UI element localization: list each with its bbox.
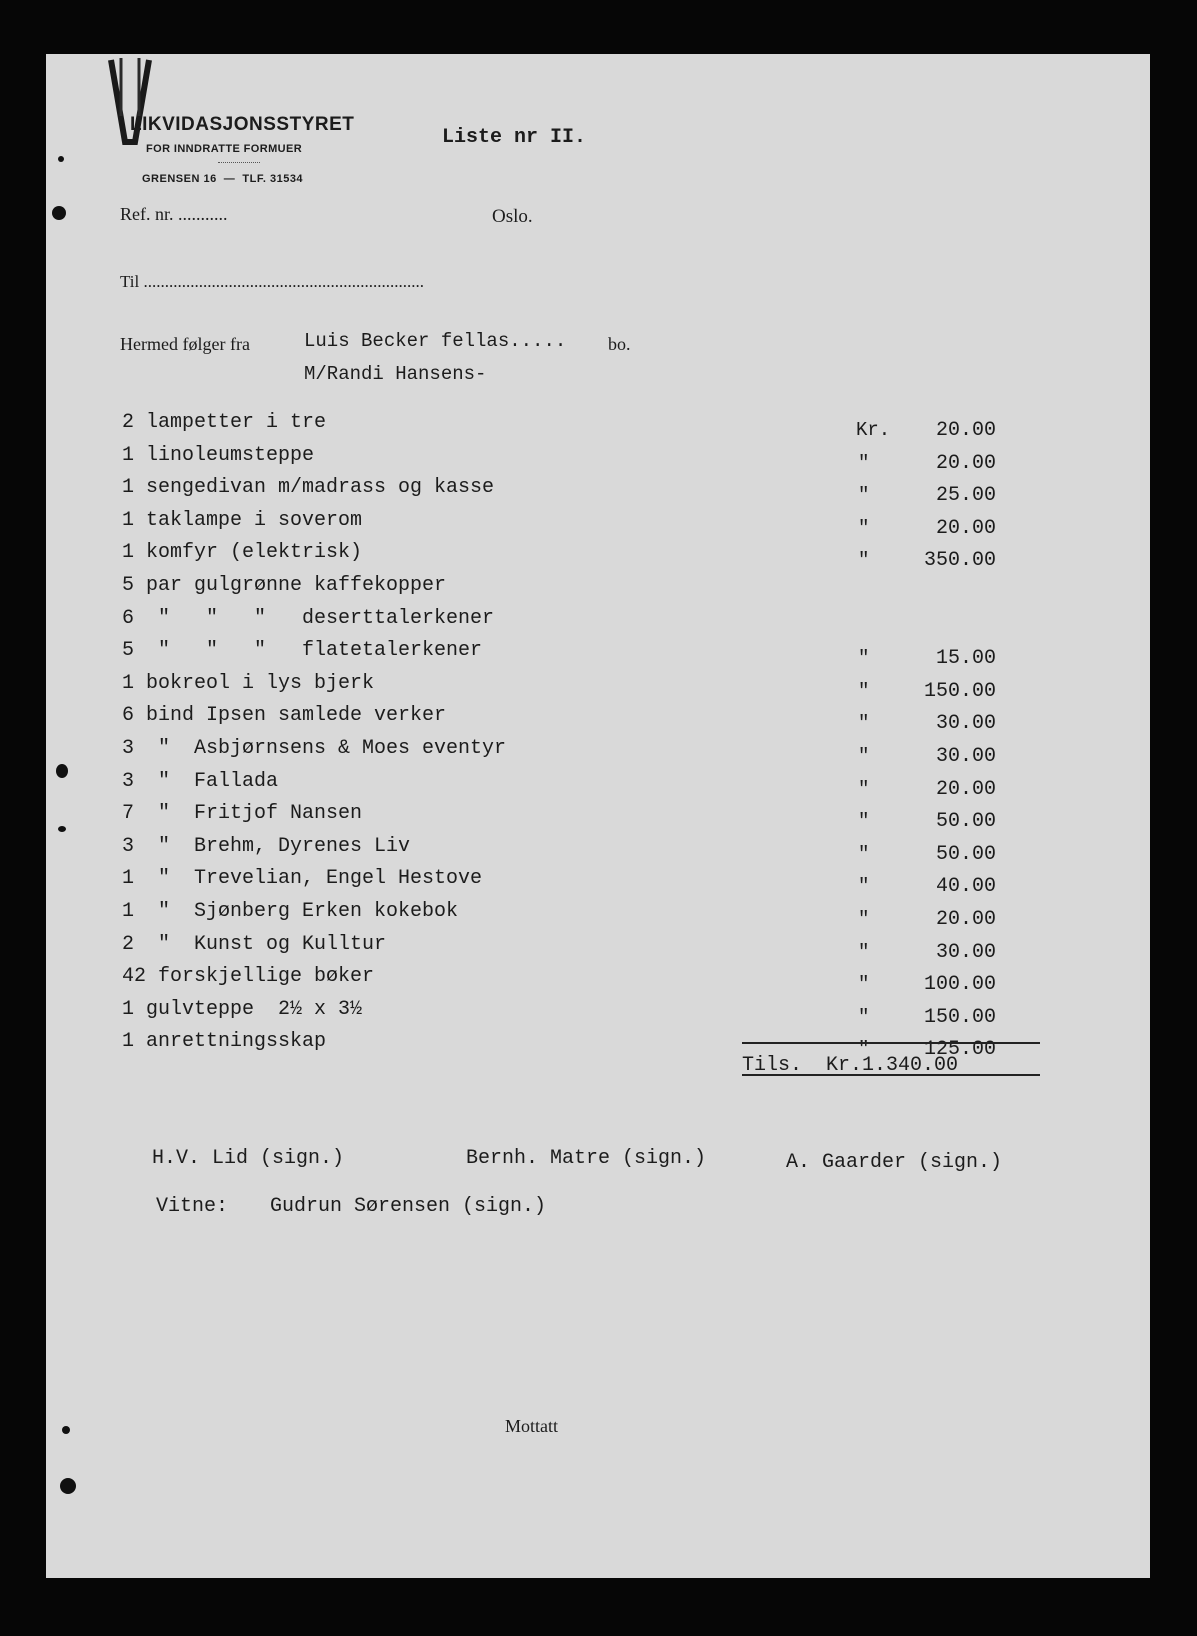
punch-hole-mark <box>62 1426 70 1434</box>
item-description: 5 par gulgrønne kaffekopper <box>122 574 447 597</box>
letterhead-org: LIKVIDASJONSSTYRET <box>130 114 355 135</box>
letterhead-logo <box>101 56 157 154</box>
item-description: 1 sengedivan m/madrass og kasse <box>122 476 495 499</box>
item-amount: 30.00 <box>935 745 996 768</box>
item-amount: 20.00 <box>935 778 996 801</box>
item-description: 6 " " " deserttalerkener <box>122 607 495 630</box>
total-rule <box>742 1074 1040 1076</box>
document-page <box>46 54 1150 1578</box>
letterhead-subtitle: FOR INNDRATTE FORMUER <box>146 143 303 155</box>
witness-name: Gudrun Sørensen (sign.) <box>270 1195 547 1218</box>
punch-hole-mark <box>60 1478 76 1494</box>
item-amount: 125.00 <box>923 1038 996 1061</box>
item-description: 2 " Kunst og Kulltur <box>122 933 387 956</box>
letterhead-divider <box>218 162 260 164</box>
item-currency: " <box>858 875 870 897</box>
item-amount: 20.00 <box>935 517 996 540</box>
item-description: 3 " Fallada <box>122 770 279 793</box>
item-currency: " <box>858 647 870 669</box>
list-number: Liste nr II. <box>442 126 587 149</box>
item-amount: 15.00 <box>935 647 996 670</box>
item-currency: Kr. <box>856 419 891 441</box>
item-currency: " <box>858 484 870 506</box>
punch-hole-mark <box>58 826 66 832</box>
item-amount: 20.00 <box>935 419 996 442</box>
signature-1: H.V. Lid (sign.) <box>152 1147 345 1170</box>
item-amount: 50.00 <box>935 843 996 866</box>
owner-name-line2: M/Randi Hansens- <box>304 363 487 385</box>
item-currency: " <box>858 941 870 963</box>
item-description: 1 linoleumsteppe <box>122 444 315 467</box>
item-currency: " <box>858 973 870 995</box>
punch-hole-mark <box>58 156 64 162</box>
signature-2: Bernh. Matre (sign.) <box>466 1147 707 1170</box>
item-currency: " <box>858 778 870 800</box>
punch-hole-mark <box>56 764 68 778</box>
item-description: 1 anrettningsskap <box>122 1030 327 1053</box>
item-description: 1 " Trevelian, Engel Hestove <box>122 867 483 890</box>
signature-3: A. Gaarder (sign.) <box>786 1151 1003 1174</box>
hermed-label: Hermed følger fra <box>120 334 250 354</box>
item-description: 3 " Brehm, Dyrenes Liv <box>122 835 411 858</box>
item-amount: 40.00 <box>935 875 996 898</box>
item-currency: " <box>858 908 870 930</box>
received-label: Mottatt <box>505 1416 558 1436</box>
item-currency: " <box>858 549 870 571</box>
item-amount: 150.00 <box>923 680 996 703</box>
punch-hole-mark <box>52 206 66 220</box>
item-description: 6 bind Ipsen samlede verker <box>122 704 447 727</box>
item-amount: 50.00 <box>935 810 996 833</box>
letterhead-address: GRENSEN 16 — TLF. 31534 <box>142 173 304 185</box>
item-amount: 30.00 <box>935 941 996 964</box>
item-description: 7 " Fritjof Nansen <box>122 802 363 825</box>
item-currency: " <box>858 680 870 702</box>
item-description: 42 forskjellige bøker <box>122 965 375 988</box>
item-amount: 150.00 <box>923 1006 996 1029</box>
owner-name: Luis Becker fellas..... <box>304 330 567 352</box>
subtotal-rule <box>742 1042 1040 1044</box>
item-description: 1 gulvteppe 2½ x 3½ <box>122 998 363 1021</box>
item-currency: " <box>858 517 870 539</box>
witness-label: Vitne: <box>156 1195 229 1218</box>
item-description: 5 " " " flatetalerkener <box>122 639 483 662</box>
item-description: 3 " Asbjørnsens & Moes eventyr <box>122 737 507 760</box>
item-currency: " <box>858 1038 870 1060</box>
item-currency: " <box>858 810 870 832</box>
item-amount: 30.00 <box>935 712 996 735</box>
item-description: 1 " Sjønberg Erken kokebok <box>122 900 459 923</box>
item-description: 2 lampetter i tre <box>122 411 327 434</box>
total-amount: Tils. Kr.1.340.00 <box>742 1054 959 1077</box>
item-amount: 20.00 <box>935 908 996 931</box>
item-currency: " <box>858 712 870 734</box>
bo-label: bo. <box>608 334 631 354</box>
city-label: Oslo. <box>492 206 533 227</box>
item-currency: " <box>858 452 870 474</box>
item-description: 1 bokreol i lys bjerk <box>122 672 375 695</box>
item-currency: " <box>858 745 870 767</box>
item-description: 1 taklampe i soverom <box>122 509 363 532</box>
reference-number-label: Ref. nr. ........... <box>120 204 228 224</box>
item-amount: 20.00 <box>935 452 996 475</box>
item-amount: 350.00 <box>923 549 996 572</box>
item-description: 1 komfyr (elektrisk) <box>122 541 363 564</box>
item-currency: " <box>858 843 870 865</box>
item-currency: " <box>858 1006 870 1028</box>
item-amount: 100.00 <box>923 973 996 996</box>
recipient-label: Til .................................................................. <box>120 272 424 291</box>
item-amount: 25.00 <box>935 484 996 507</box>
